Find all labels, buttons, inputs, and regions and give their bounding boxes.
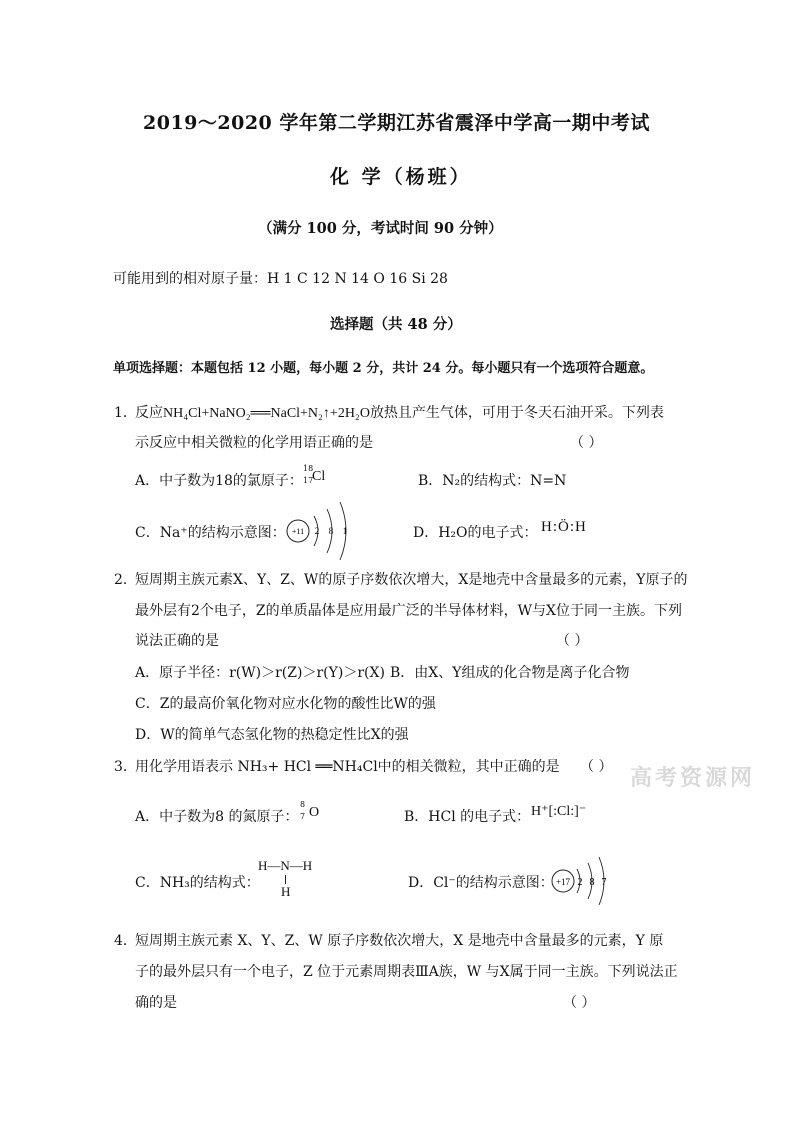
shell-count-2: 8 [589, 877, 595, 888]
q2-stem-line1: 短周期主族元素X、Y、Z、W的原子序数依次增大，X是地壳中含量最多的元素，Y原子的 [135, 572, 688, 588]
q3-option-b[interactable]: B．HCl 的电子式： [404, 809, 531, 825]
q3-cl-ion-diagram [549, 850, 629, 912]
q1-equation: NH₄Cl+NaNO₂══NaCl+N₂↑+2H₂O [163, 406, 370, 421]
q2-option-c[interactable]: C．Z的最高价氧化物对应水化物的酸性比W的强 [135, 696, 436, 712]
q2-option-b[interactable]: B．由X、Y组成的化合物是离子化合物 [390, 665, 630, 681]
q1-option-a-nuclide [303, 464, 333, 490]
q3-number: 3． [114, 759, 137, 775]
q4-number: 4． [114, 933, 137, 949]
q1-option-a[interactable]: A．中子数为18的氯原子： [135, 473, 303, 489]
q2-answer-blank[interactable]: （ ） [556, 633, 589, 649]
q1-stem-b: 放热且产生气体，可用于冬天石油开采。下列表 [369, 405, 664, 421]
atomic-number: 7 [300, 812, 306, 821]
q3-option-c[interactable]: C．NH₃的结构式： [135, 875, 260, 891]
atomic-masses: 可能用到的相对原子量：H 1 C 12 N 14 O 16 Si 28 [113, 271, 448, 287]
exam-info: （满分 100 分，考试时间 90 分钟） [258, 220, 503, 237]
section-heading: 选择题（共 48 分） [330, 316, 462, 333]
shell-count-3: 1 [342, 526, 348, 536]
q3-answer-blank[interactable]: （ ） [580, 759, 613, 775]
q3-stem: 用化学用语表示 NH₃+ HCl ══NH₄Cl中的相关微粒，其中正确的是 [135, 759, 560, 775]
q3-option-a-nuclide [300, 800, 330, 826]
shell-count-2: 8 [328, 526, 334, 536]
bond-line [285, 875, 286, 884]
structure-top-row: H—N—H [258, 858, 313, 873]
q1-na-ion-diagram [284, 496, 374, 566]
shell-count-1: 2 [577, 877, 583, 888]
q3-option-a[interactable]: A．中子数为8 的氮原子： [135, 809, 299, 825]
q3-option-d[interactable]: D．Cl⁻的结构示意图： [408, 875, 554, 891]
q3-hcl-electron-formula: H⁺[:Cl:]⁻ [531, 804, 587, 819]
q1-option-b[interactable]: B．N₂的结构式：N=N [418, 473, 567, 489]
nucleus-charge: +11 [291, 527, 305, 536]
nucleus-charge: +17 [555, 877, 571, 887]
section-instruction: 单项选择题：本题包括 12 小题，每小题 2 分，共计 24 分。每小题只有一个选项符合题意。 [113, 361, 654, 376]
q1-answer-blank[interactable]: （ ） [570, 435, 603, 451]
mass-number: 8 [300, 800, 306, 809]
q1-option-d[interactable]: D．H₂O的电子式： [413, 525, 538, 541]
element-symbol: O [309, 805, 320, 820]
exam-title: 2019～2020 学年第二学期江苏省震泽中学高一期中考试 [143, 112, 650, 134]
watermark: 高考资源网 [630, 765, 756, 791]
q2-option-d[interactable]: D．W的简单气态氢化物的热稳定性比X的强 [135, 727, 409, 743]
q1-number: 1． [114, 405, 137, 421]
subject-title: 化 学（杨班） [330, 166, 472, 188]
q4-stem-line2: 子的最外层只有一个电子，Z 位于元素周期表ⅢA族，W 与X属于同一主族。下列说法正 [135, 964, 678, 980]
q1-option-c[interactable]: C．Na⁺的结构示意图： [135, 525, 286, 541]
q2-stem-line3: 说法正确的是 [135, 633, 219, 649]
q3-nh3-structure [258, 858, 328, 902]
q4-answer-blank[interactable]: （ ） [563, 995, 596, 1011]
shell-count-1: 2 [314, 526, 320, 536]
q1-stem-line2: 示反应中相关微粒的化学用语正确的是 [135, 435, 373, 451]
q1-water-electron-formula: H:Ö:H [541, 519, 587, 535]
element-symbol: Cl [312, 469, 326, 484]
q2-number: 2． [114, 572, 137, 588]
shell-count-3: 7 [601, 877, 607, 888]
q1-stem-a: 反应 [135, 405, 163, 421]
q2-option-a[interactable]: A．原子半径：r(W)＞r(Z)＞r(Y)＞r(X) [135, 665, 385, 681]
q4-stem-line1: 短周期主族元素 X、Y、Z、W 原子序数依次增大，X 是地壳中含量最多的元素，Y 原 [135, 933, 664, 949]
q4-stem-line3: 确的是 [135, 995, 177, 1011]
q2-stem-line2: 最外层有2个电子，Z的单质晶体是应用最广泛的半导体材料，W与X位于同一主族。下列 [135, 603, 682, 619]
atomic-number: 17 [303, 476, 314, 485]
structure-bottom-h: H [281, 884, 291, 899]
q1-stem-line1 [135, 402, 664, 422]
mass-number: 18 [303, 464, 314, 473]
